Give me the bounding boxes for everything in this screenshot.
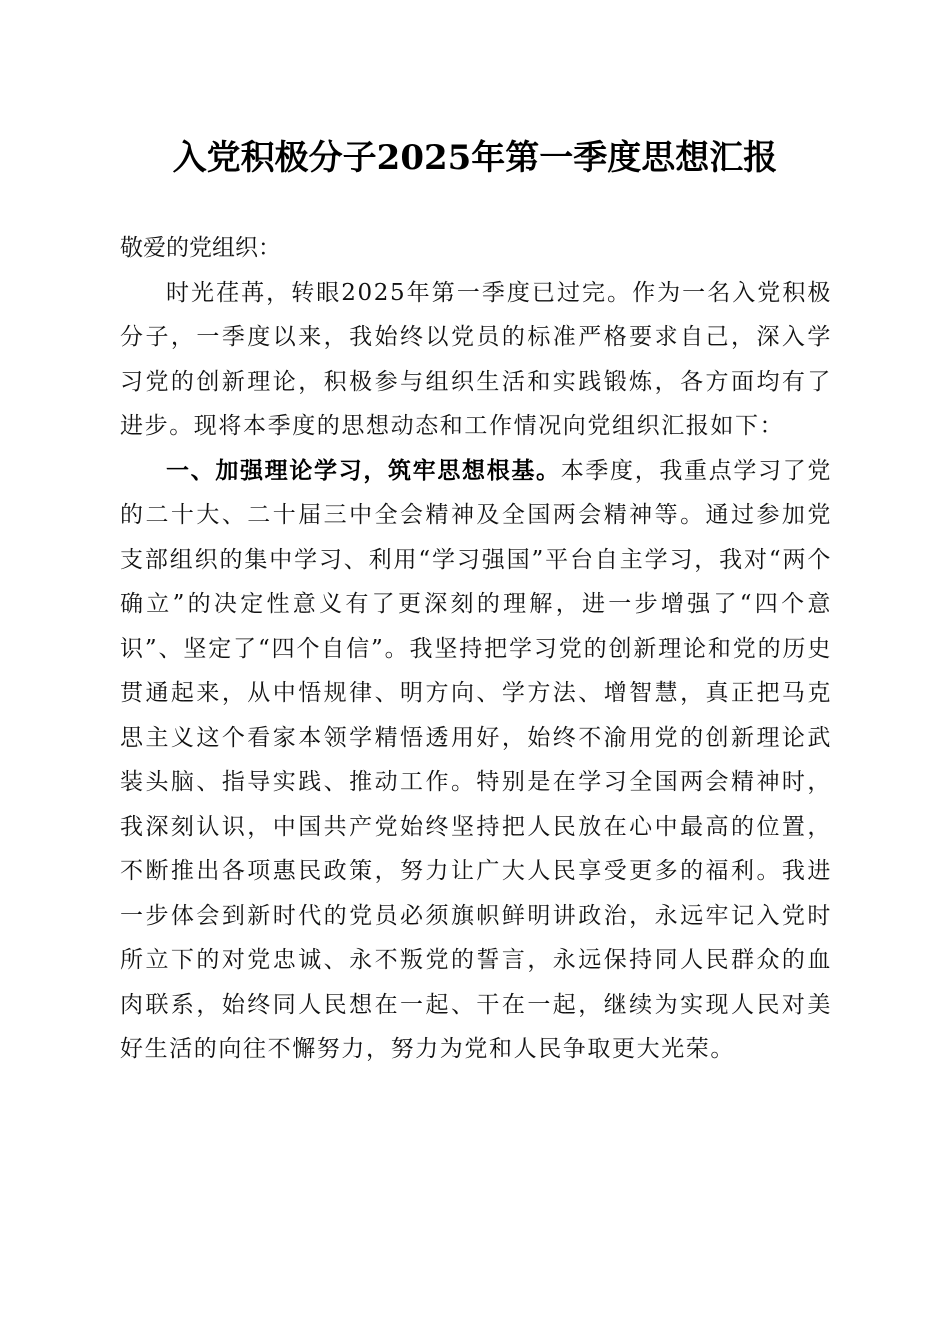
document-body — [120, 226, 832, 1072]
section-1-text: 本季度，我重点学习了党的二十大、二十届三中全会精神及全国两会精神等。通过参加党支部组织的集中学习、利用“学习强国”平台自主学习，我对“两个确立”的决定性意义有了更深刻的理解，进一步增强了“四个意识”、坚定了“四个自信”。我坚持把学习党的创新理论和党的历史贯通起来，从中悟规律、明方向、学方法、增智慧，真正把马克思主义这个看家本领学精悟透用好，始终不渝用党的创新理论武装头脑、指导实践、推动工作。特别是在学习全国两会精神时，我深刻认识，中国共产党始终坚持把人民放在心中最高的位置，不断推出各项惠民政策，努力让广大人民享受更多的福利。我进一步体会到新时代的党员必须旗帜鲜明讲政治，永远牢记入党时所立下的对党忠诚、永不叛党的誓言，永远保持同人民群众的血肉联系，始终同人民想在一起、干在一起，继续为实现人民对美好生活的向往不懈努力，努力为党和人民争取更大光荣。 — [120, 457, 832, 1062]
page-title: 入党积极分子2025年第一季度思想汇报 — [172, 138, 778, 178]
section-1-heading: 一、加强理论学习，筑牢思想根基。 — [166, 457, 561, 484]
intro-paragraph: 时光荏苒，转眼2025年第一季度已过完。作为一名入党积极分子，一季度以来，我始终以党员的标准严格要求自己，深入学习党的创新理论，积极参与组织生活和实践锻炼，各方面均有了进步。现将本季度的思想动态和工作情况向党组织汇报如下： — [120, 279, 832, 439]
section-1-paragraph — [120, 449, 832, 1072]
salutation: 敬爱的党组织： — [120, 235, 281, 261]
